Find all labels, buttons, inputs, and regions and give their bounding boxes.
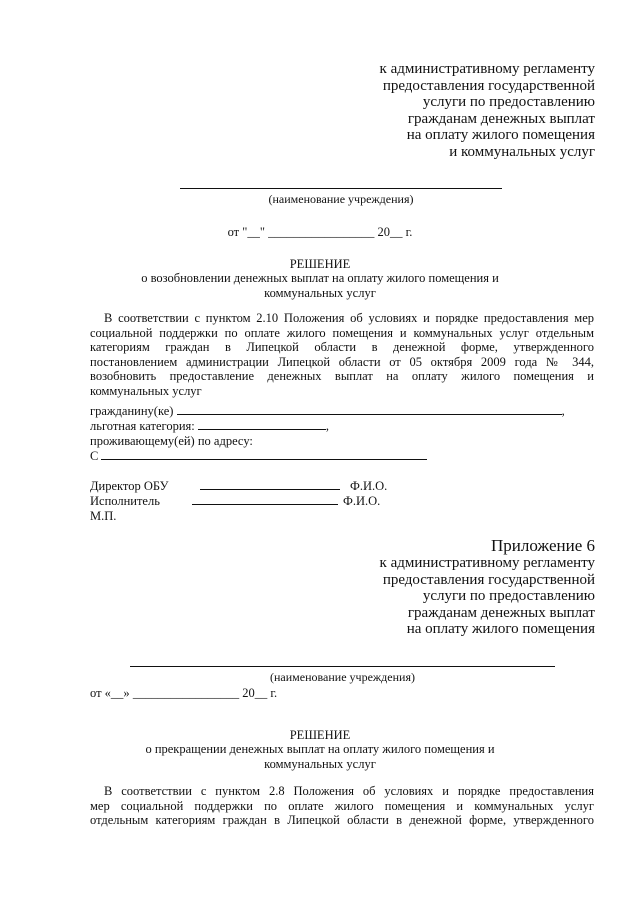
decision-body xyxy=(90,311,594,398)
seal-label: М.П. xyxy=(90,509,117,523)
date-prefix: от "__" xyxy=(227,225,265,239)
citizen-field: гражданину(ке) , xyxy=(90,404,565,418)
citizen-label: гражданину(ке) xyxy=(90,404,174,418)
date-prefix: от «__» xyxy=(90,686,130,700)
category-label: льготная категория: xyxy=(90,419,195,433)
director-label: Директор ОБУ xyxy=(90,479,169,493)
director-sign-line xyxy=(200,489,340,490)
executor-label: Исполнитель xyxy=(90,494,160,508)
body-line: отдельным категориям граждан в Липецкой области в денежной форме, утвержденного xyxy=(90,813,594,827)
decision-date xyxy=(90,686,277,701)
header-line: услуги по предоставлению xyxy=(422,588,595,604)
director-signature xyxy=(90,479,168,494)
address-field xyxy=(90,434,253,449)
executor-name: Ф.И.О. xyxy=(343,494,381,508)
header-line: гражданам денежных выплат xyxy=(407,110,595,127)
header-line: к административному регламенту xyxy=(379,61,595,77)
subtitle-line: о прекращении денежных выплат на оплату жилого помещения и xyxy=(145,742,495,756)
from-label: С xyxy=(90,449,99,463)
executor-signature xyxy=(90,494,160,509)
header-line: предоставления государственной xyxy=(382,77,595,94)
institution-caption: (наименование учреждения) xyxy=(268,192,414,206)
citizen-blank xyxy=(177,404,562,415)
header-line: предоставления государственной xyxy=(382,571,595,588)
header-line: на оплату жилого помещения xyxy=(406,621,595,637)
decision-date xyxy=(150,225,490,240)
body-line: социальной поддержки по оплате жилого помещения и коммунальных услуг отдельным xyxy=(90,325,594,340)
decision-title: РЕШЕНИЕ xyxy=(289,728,351,742)
decision-body xyxy=(90,784,594,828)
subtitle-line: о возобновлении денежных выплат на оплату жилого помещения и xyxy=(141,271,499,285)
regulation-header-1 xyxy=(300,61,595,160)
decision-subtitle xyxy=(90,271,550,301)
body-line: возобновить предоставление денежных выплат на оплату жилого помещения и xyxy=(90,369,594,383)
header-line: к административному регламенту xyxy=(379,555,595,571)
director-name: Ф.И.О. xyxy=(350,479,388,493)
header-line: и коммунальных услуг xyxy=(449,143,595,160)
from-blank xyxy=(101,449,427,460)
category-blank xyxy=(198,419,326,430)
executor-sign-line xyxy=(192,504,338,505)
header-line: услуги по предоставлению xyxy=(422,94,595,110)
appendix-title: Приложение 6 xyxy=(491,536,595,555)
date-blank: _________________ xyxy=(132,686,240,700)
institution-name-line xyxy=(130,666,555,667)
address-label: проживающему(ей) по адресу: xyxy=(90,434,253,448)
body-line: постановлением администрации Липецкой области от 05 октября 2009 года № 344, xyxy=(90,354,594,369)
body-line: В соответствии с пунктом 2.10 Положения об условиях и порядке предоставления мер xyxy=(104,311,594,325)
body-line: мер социальной поддержки по оплате жилого помещения и коммунальных услуг xyxy=(90,798,594,813)
date-year: 20__ г. xyxy=(377,225,413,239)
body-line: В соответствии с пунктом 2.8 Положения об условиях и порядке предоставления xyxy=(104,784,594,798)
decision-title: РЕШЕНИЕ xyxy=(289,257,351,271)
subtitle-line: коммунальных услуг xyxy=(264,286,376,300)
category-field: льготная категория: , xyxy=(90,419,330,433)
body-line: категориям граждан в Липецкой области в денежной форме, утвержденного xyxy=(90,340,594,354)
body-line: коммунальных услуг xyxy=(90,383,202,398)
date-year: 20__ г. xyxy=(242,686,278,700)
date-blank: _________________ xyxy=(268,225,375,239)
header-line: гражданам денежных выплат xyxy=(407,604,595,621)
decision-subtitle xyxy=(90,742,550,772)
from-field xyxy=(90,449,427,464)
regulation-header-2 xyxy=(300,536,595,638)
header-line: на оплату жилого помещения xyxy=(406,127,595,143)
institution-name-line xyxy=(180,188,502,189)
institution-caption: (наименование учреждения) xyxy=(270,670,415,684)
subtitle-line: коммунальных услуг xyxy=(264,757,376,771)
